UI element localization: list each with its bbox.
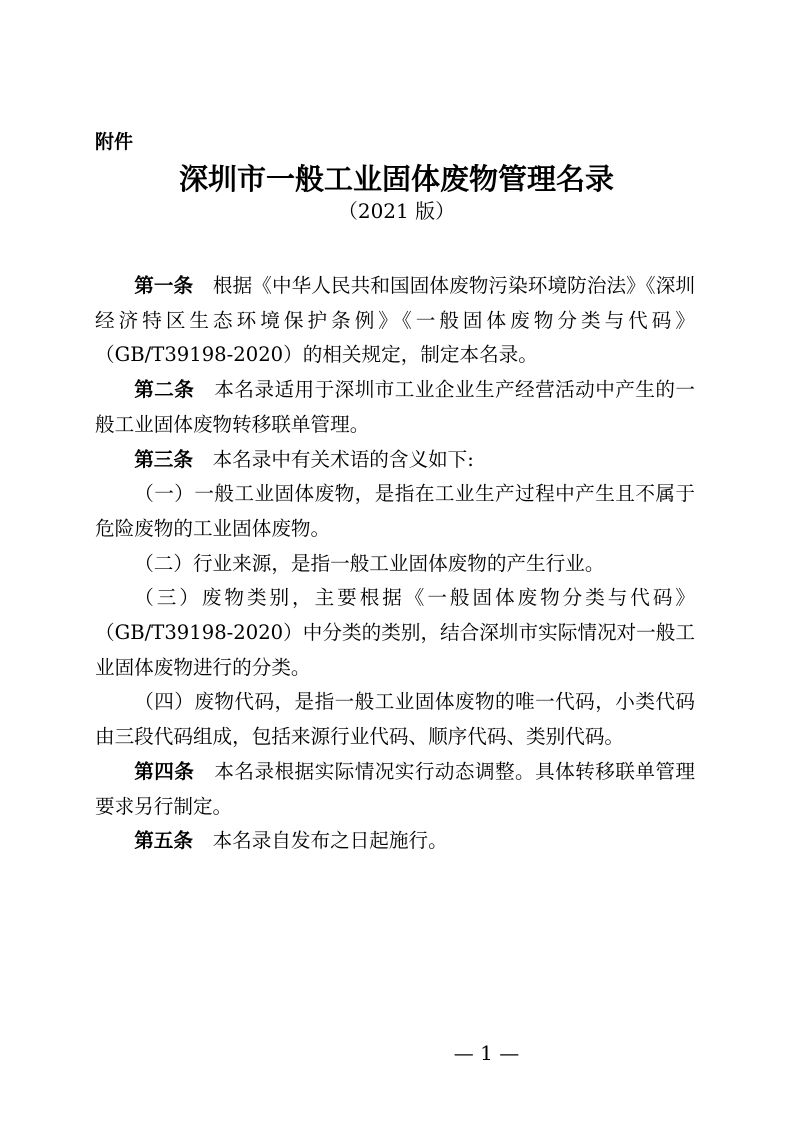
article-1 <box>95 269 695 373</box>
definition-2: （二）行业来源，是指一般工业固体废物的产生行业。 <box>134 551 605 575</box>
article-text: 本名录根据实际情况实行动态调整。具体转移联单管理要求另行制定。 <box>95 759 696 818</box>
article-text: 根据《中华人民共和国固体废物污染环境防治法》《深圳经济特区生态环境保护条例》《一般固体废物分类与代码》（GB/T39198-2020）的相关规定，制定本名录。 <box>95 274 696 367</box>
article-text: 本名录中有关术语的含义如下: <box>212 447 474 471</box>
article-text: 本名录自发布之日起施行。 <box>212 829 448 853</box>
article-3 <box>95 443 695 478</box>
definition-3: （三）废物类别，主要根据《一般固体废物分类与代码》（GB/T39198-2020）中分类的类别，结合深圳市实际情况对一般工业固体废物进行的分类。 <box>95 586 695 679</box>
article-label: 第四条 <box>134 759 195 783</box>
page-number: — 1 — <box>453 1041 520 1065</box>
article-5 <box>95 824 695 859</box>
document-edition: （2021 版） <box>337 199 456 223</box>
article-2 <box>95 373 695 442</box>
definition-1: （一）一般工业固体废物，是指在工业生产过程中产生且不属于危险废物的工业固体废物。 <box>95 482 695 540</box>
article-label: 第三条 <box>134 447 193 471</box>
article-text: 本名录适用于深圳市工业企业生产经营活动中产生的一般工业固体废物转移联单管理。 <box>95 378 696 436</box>
definition-4: （四）废物代码，是指一般工业固体废物的唯一代码，小类代码由三段代码组成，包括来源行业代码、顺序代码、类别代码。 <box>95 690 695 749</box>
article-label: 第二条 <box>134 378 195 402</box>
article-label: 第一条 <box>134 274 194 297</box>
article-4 <box>95 755 695 824</box>
article-label: 第五条 <box>134 829 193 853</box>
document-title: 深圳市一般工业固体废物管理名录 <box>178 162 614 196</box>
document-body <box>95 269 695 859</box>
attachment-label: 附件 <box>95 131 134 153</box>
